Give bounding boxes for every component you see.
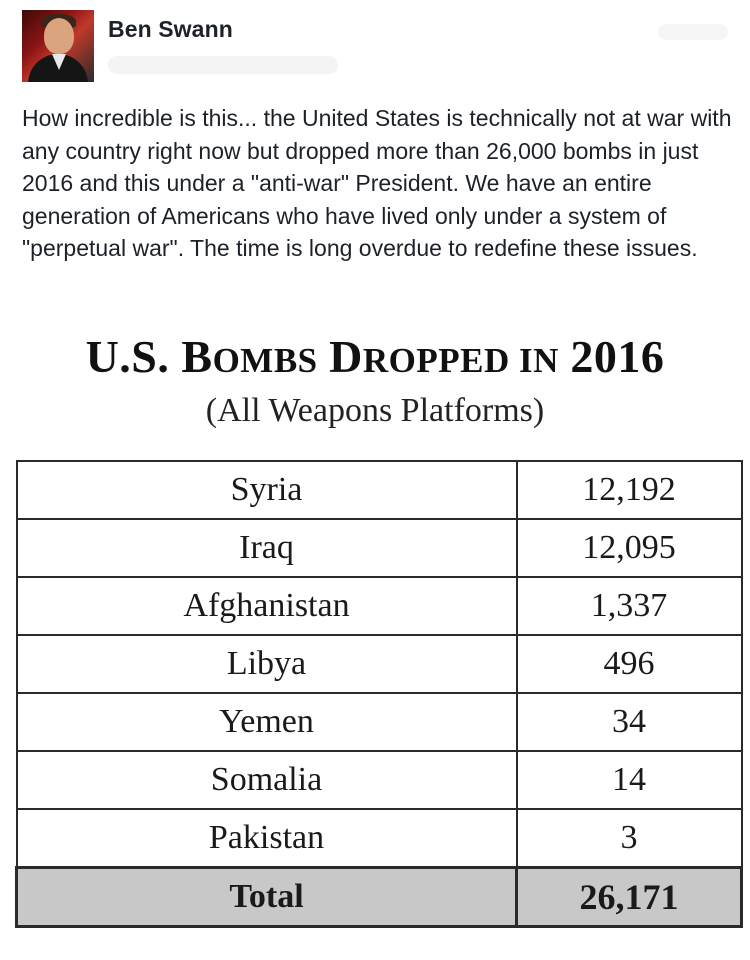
value-cell: 34 xyxy=(517,693,742,751)
table-title: U.S. BOMBS DROPPED IN 2016 xyxy=(85,331,665,382)
table-row xyxy=(17,751,742,809)
post-text: How incredible is this... the United States is technically not at war with any country right now but dropped more than 26,000 bombs in just 2016 and this under a "anti-war" President. We have an entire generation of Americans who have lived only under a system of "perpetual war". The time is long overdue to redefine these issues. xyxy=(22,105,732,261)
table-row xyxy=(17,809,742,868)
country-cell: Libya xyxy=(17,635,517,693)
value-cell: 496 xyxy=(517,635,742,693)
value-cell: 12,095 xyxy=(517,519,742,577)
table-row xyxy=(17,693,742,751)
country-cell: Pakistan xyxy=(17,809,517,868)
country-cell: Yemen xyxy=(17,693,517,751)
post-header xyxy=(22,10,728,84)
total-row xyxy=(17,868,742,927)
country-cell: Syria xyxy=(17,461,517,519)
total-value: 26,171 xyxy=(517,868,742,927)
avatar[interactable] xyxy=(22,10,94,82)
table-row xyxy=(17,519,742,577)
country-cell: Iraq xyxy=(17,519,517,577)
table-subtitle: (All Weapons Platforms) xyxy=(205,392,545,429)
table-row xyxy=(17,635,742,693)
country-cell: Somalia xyxy=(17,751,517,809)
value-cell: 12,192 xyxy=(517,461,742,519)
options-redacted xyxy=(658,24,728,40)
total-label: Total xyxy=(17,868,517,927)
value-cell: 14 xyxy=(517,751,742,809)
table-row xyxy=(17,577,742,635)
country-cell: Afghanistan xyxy=(17,577,517,635)
author-name[interactable]: Ben Swann xyxy=(108,16,233,42)
value-cell: 3 xyxy=(517,809,742,868)
table-row xyxy=(17,461,742,519)
value-cell: 1,337 xyxy=(517,577,742,635)
bombs-table xyxy=(15,460,743,928)
post-meta-redacted xyxy=(108,56,338,74)
